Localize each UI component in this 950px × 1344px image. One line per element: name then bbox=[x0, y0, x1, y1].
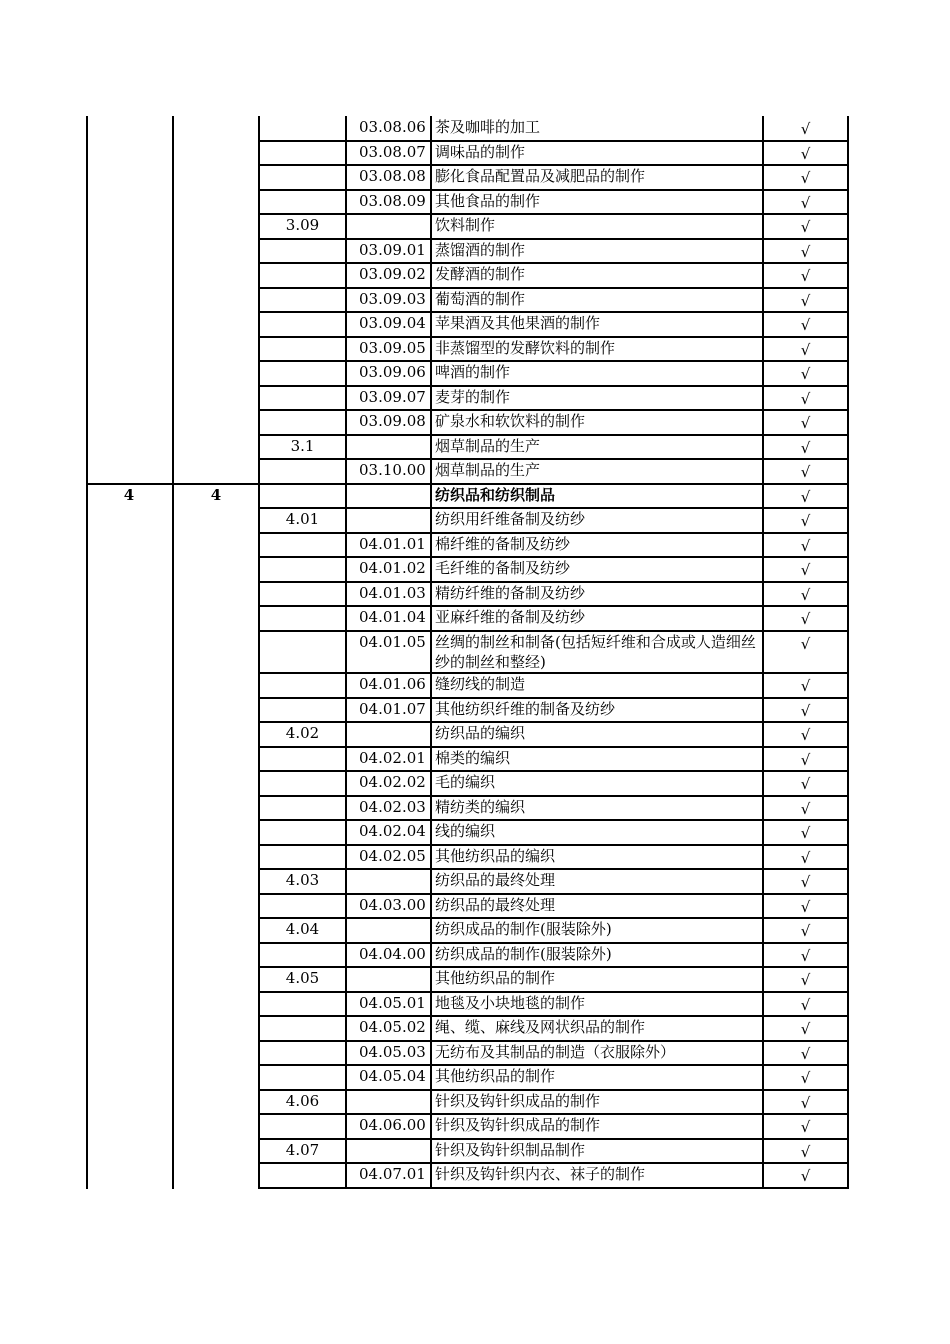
item-code: 03.09.03 bbox=[359, 289, 426, 308]
item-name: 棉纤维的备制及纺纱 bbox=[435, 534, 571, 553]
check-mark: √ bbox=[800, 218, 811, 236]
row-divider bbox=[259, 1187, 849, 1189]
check-mark: √ bbox=[800, 971, 811, 990]
section-code: 4.02 bbox=[285, 724, 320, 743]
item-code: 04.01.03 bbox=[359, 583, 426, 602]
item-code: 04.05.01 bbox=[359, 993, 426, 1012]
check-mark: √ bbox=[800, 677, 811, 696]
check-mark: √ bbox=[800, 873, 811, 892]
check-mark: √ bbox=[800, 775, 811, 794]
item-code: 04.02.02 bbox=[359, 773, 426, 792]
column-divider bbox=[86, 116, 88, 1189]
item-code: 04.01.01 bbox=[359, 534, 426, 553]
item-code: 04.01.05 bbox=[359, 632, 426, 651]
item-code: 04.05.02 bbox=[359, 1018, 426, 1037]
item-code: 04.03.00 bbox=[359, 895, 426, 914]
item-name: 亚麻纤维的备制及纺纱 bbox=[435, 608, 586, 627]
item-name: 啤酒的制作 bbox=[435, 363, 511, 382]
item-name: 针织及钩针织成品的制作 bbox=[435, 1091, 601, 1110]
item-code: 03.09.02 bbox=[359, 265, 426, 283]
check-mark: √ bbox=[800, 946, 811, 965]
section-code: 4.06 bbox=[285, 1091, 320, 1110]
check-mark: √ bbox=[800, 536, 811, 555]
item-name: 缝纫线的制造 bbox=[435, 675, 526, 694]
item-code: 04.02.03 bbox=[359, 797, 426, 816]
check-mark: √ bbox=[800, 365, 811, 384]
check-mark: √ bbox=[800, 512, 811, 531]
section-code: 4.04 bbox=[285, 920, 320, 939]
item-name: 针织及钩针织成品的制作 bbox=[435, 1116, 601, 1135]
item-name: 纺织品的最终处理 bbox=[435, 871, 556, 890]
item-name: 烟草制品的生产 bbox=[435, 436, 541, 455]
column-divider bbox=[172, 116, 174, 1189]
check-mark: √ bbox=[800, 193, 811, 212]
item-code: 04.02.04 bbox=[359, 822, 426, 841]
item-code: 03.10.00 bbox=[359, 461, 426, 480]
check-mark: √ bbox=[800, 169, 811, 187]
check-mark: √ bbox=[800, 995, 811, 1014]
item-name: 针织及钩针织制品制作 bbox=[435, 1140, 586, 1159]
check-mark: √ bbox=[800, 463, 811, 482]
item-name: 饮料制作 bbox=[435, 216, 496, 234]
item-name: 棉类的编织 bbox=[435, 748, 511, 767]
check-mark: √ bbox=[800, 267, 811, 285]
item-code: 04.05.03 bbox=[359, 1042, 426, 1061]
item-name: 茶及咖啡的加工 bbox=[435, 118, 541, 136]
item-name: 蒸馏酒的制作 bbox=[435, 240, 526, 259]
item-name: 调味品的制作 bbox=[435, 142, 526, 161]
item-name: 葡萄酒的制作 bbox=[435, 289, 526, 308]
check-mark: √ bbox=[800, 799, 811, 818]
check-mark: √ bbox=[800, 487, 811, 506]
section-code: 4.07 bbox=[285, 1140, 320, 1159]
check-mark: √ bbox=[800, 922, 811, 941]
column-divider bbox=[345, 116, 347, 1189]
check-mark: √ bbox=[800, 634, 811, 653]
check-mark: √ bbox=[800, 561, 811, 580]
check-mark: √ bbox=[800, 610, 811, 629]
item-code: 03.09.04 bbox=[359, 314, 426, 333]
check-mark: √ bbox=[800, 242, 811, 261]
item-name: 毛的编织 bbox=[435, 773, 496, 792]
check-mark: √ bbox=[800, 1044, 811, 1063]
item-code: 03.09.06 bbox=[359, 363, 426, 382]
check-mark: √ bbox=[800, 1093, 811, 1112]
level1-code: 4 bbox=[123, 485, 135, 504]
item-name: 其他纺织品的编织 bbox=[435, 846, 556, 865]
item-name: 矿泉水和软饮料的制作 bbox=[435, 412, 586, 431]
check-mark: √ bbox=[800, 1167, 811, 1186]
column-divider bbox=[430, 116, 432, 1189]
item-code: 04.01.02 bbox=[359, 559, 426, 578]
item-name: 纺织成品的制作(服装除外) bbox=[435, 944, 612, 963]
item-name: 绳、缆、麻线及网状织品的制作 bbox=[435, 1018, 646, 1037]
item-code: 04.01.06 bbox=[359, 675, 426, 694]
item-name: 其他食品的制作 bbox=[435, 191, 541, 210]
check-mark: √ bbox=[800, 414, 811, 433]
item-name: 苹果酒及其他果酒的制作 bbox=[435, 314, 601, 333]
item-name: 烟草制品的生产 bbox=[435, 461, 541, 480]
check-mark: √ bbox=[800, 1118, 811, 1137]
check-mark: √ bbox=[800, 438, 811, 457]
check-mark: √ bbox=[800, 120, 811, 138]
check-mark: √ bbox=[800, 340, 811, 359]
item-code: 03.08.06 bbox=[359, 118, 426, 136]
item-code: 03.08.09 bbox=[359, 191, 426, 210]
item-name: 纺织品和纺织制品 bbox=[435, 485, 556, 504]
item-name: 针织及钩针织内衣、袜子的制作 bbox=[435, 1165, 646, 1184]
item-name: 发酵酒的制作 bbox=[435, 265, 526, 283]
check-mark: √ bbox=[800, 389, 811, 408]
item-name: 纺织品的最终处理 bbox=[435, 895, 556, 914]
item-name: 麦芽的制作 bbox=[435, 387, 511, 406]
section-code: 3.09 bbox=[285, 216, 320, 234]
check-mark: √ bbox=[800, 1020, 811, 1039]
item-name: 精纺纤维的备制及纺纱 bbox=[435, 583, 586, 602]
item-name: 丝绸的制丝和制备(包括短纤维和合成或人造细丝纱的制丝和整经) bbox=[435, 632, 756, 671]
item-code: 04.06.00 bbox=[359, 1116, 426, 1135]
item-code: 04.07.01 bbox=[359, 1165, 426, 1184]
item-name: 纺织用纤维备制及纺纱 bbox=[435, 510, 586, 529]
item-code: 03.09.08 bbox=[359, 412, 426, 431]
section-code: 4.01 bbox=[285, 510, 320, 529]
item-code: 04.01.07 bbox=[359, 699, 426, 718]
item-name: 无纺布及其制品的制造（衣服除外） bbox=[435, 1042, 676, 1061]
section-code: 4.05 bbox=[285, 969, 320, 988]
item-name: 纺织品的编织 bbox=[435, 724, 526, 743]
item-name: 其他纺织纤维的制备及纺纱 bbox=[435, 699, 616, 718]
check-mark: √ bbox=[800, 726, 811, 745]
check-mark: √ bbox=[800, 585, 811, 604]
item-code: 03.09.01 bbox=[359, 240, 426, 259]
item-name: 毛纤维的备制及纺纱 bbox=[435, 559, 571, 578]
item-code: 04.02.01 bbox=[359, 748, 426, 767]
item-code: 04.05.04 bbox=[359, 1067, 426, 1086]
item-name: 膨化食品配置品及减肥品的制作 bbox=[435, 167, 646, 185]
item-name: 纺织成品的制作(服装除外) bbox=[435, 920, 612, 939]
item-name: 地毯及小块地毯的制作 bbox=[435, 993, 586, 1012]
check-mark: √ bbox=[800, 1069, 811, 1088]
check-mark: √ bbox=[800, 291, 811, 310]
item-code: 03.08.07 bbox=[359, 142, 426, 161]
item-code: 04.02.05 bbox=[359, 846, 426, 865]
check-mark: √ bbox=[800, 144, 811, 163]
item-code: 04.01.04 bbox=[359, 608, 426, 627]
check-mark: √ bbox=[800, 824, 811, 843]
item-code: 03.09.05 bbox=[359, 338, 426, 357]
check-mark: √ bbox=[800, 316, 811, 335]
item-code: 03.08.08 bbox=[359, 167, 426, 185]
section-code: 3.1 bbox=[290, 436, 315, 455]
level2-code: 4 bbox=[210, 485, 222, 504]
column-divider bbox=[258, 116, 260, 1189]
item-name: 精纺类的编织 bbox=[435, 797, 526, 816]
section-code: 4.03 bbox=[285, 871, 320, 890]
item-name: 其他纺织品的制作 bbox=[435, 1067, 556, 1086]
item-code: 03.09.07 bbox=[359, 387, 426, 406]
check-mark: √ bbox=[800, 897, 811, 916]
check-mark: √ bbox=[800, 848, 811, 867]
item-name: 其他纺织品的制作 bbox=[435, 969, 556, 988]
item-code: 04.04.00 bbox=[359, 944, 426, 963]
item-name: 线的编织 bbox=[435, 822, 496, 841]
check-mark: √ bbox=[800, 750, 811, 769]
check-mark: √ bbox=[800, 701, 811, 720]
item-name: 非蒸馏型的发酵饮料的制作 bbox=[435, 338, 616, 357]
check-mark: √ bbox=[800, 1142, 811, 1161]
